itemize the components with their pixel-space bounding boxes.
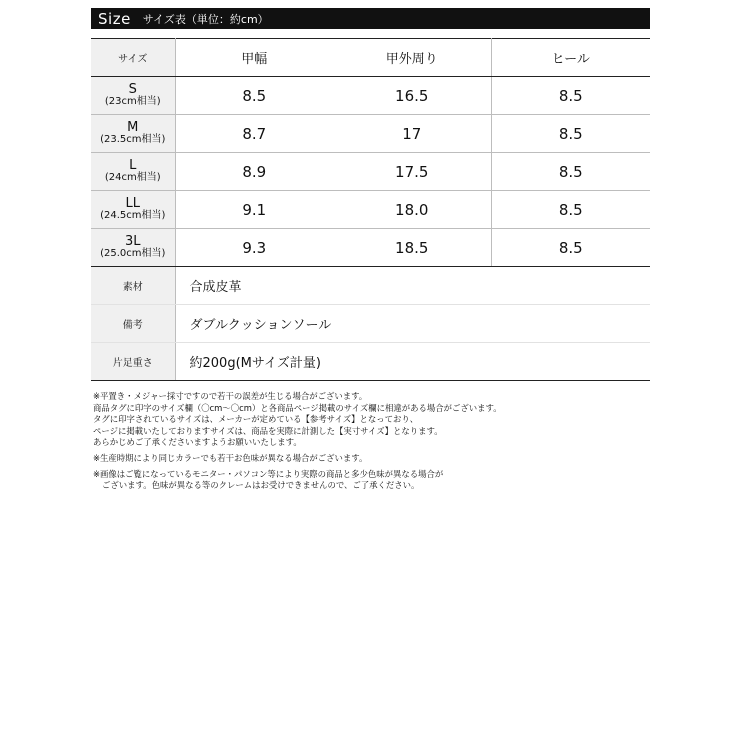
- remarks-label: 備考: [91, 305, 175, 343]
- size-name: M: [127, 120, 139, 136]
- table-row: [91, 191, 650, 229]
- instep-width-value: 9.1: [175, 191, 333, 229]
- heel-value: 8.5: [491, 115, 650, 153]
- note-line: ※平置き・メジャー採寸ですので若干の誤差が生じる場合がございます。: [93, 391, 368, 401]
- column-header-instep-width: 甲幅: [175, 39, 333, 77]
- notes-section: [93, 391, 653, 492]
- size-label-cell: [91, 115, 175, 153]
- heel-value: 8.5: [491, 229, 650, 267]
- heel-value: 8.5: [491, 77, 650, 115]
- heel-value: 8.5: [491, 153, 650, 191]
- material-value: 合成皮革: [175, 267, 650, 305]
- size-equivalent: (23.5cm相当): [100, 134, 166, 146]
- size-equivalent: (23cm相当): [104, 96, 161, 108]
- weight-label: 片足重さ: [91, 343, 175, 381]
- size-label-cell: [91, 229, 175, 267]
- instep-circumference-value: 16.5: [333, 77, 491, 115]
- instep-width-value: 8.9: [175, 153, 333, 191]
- size-label-cell: [91, 77, 175, 115]
- instep-width-value: 8.5: [175, 77, 333, 115]
- column-header-heel: ヒール: [491, 39, 650, 77]
- size-name: S: [128, 82, 137, 98]
- note-line: ページに掲載いたしておりますサイズは、商品を実際に計測した【実寸サイズ】となります。: [93, 425, 443, 436]
- instep-circumference-value: 18.5: [333, 229, 491, 267]
- info-row-weight: [91, 343, 650, 381]
- size-header-title: Size: [98, 9, 131, 28]
- size-label-cell: [91, 153, 175, 191]
- note-line: あらかじめご了承くださいますようお願いいたします。: [93, 437, 302, 448]
- material-label: 素材: [91, 267, 175, 305]
- size-equivalent: (25.0cm相当): [100, 248, 166, 260]
- table-row: [91, 153, 650, 191]
- instep-width-value: 9.3: [175, 229, 333, 267]
- table-header-row: [91, 39, 650, 77]
- column-header-instep-circumference: 甲外周り: [333, 39, 491, 77]
- size-label-cell: [91, 191, 175, 229]
- size-header-bar: [91, 8, 650, 29]
- instep-circumference-value: 18.0: [333, 191, 491, 229]
- note-line: ※生産時期により同じカラーでも若干お色味が異なる場合がございます。: [93, 452, 368, 463]
- instep-circumference-value: 17.5: [333, 153, 491, 191]
- size-equivalent: (24cm相当): [104, 172, 161, 184]
- size-name: 3L: [124, 234, 141, 250]
- size-equivalent: (24.5cm相当): [100, 210, 166, 222]
- note-line: ※画像はご覧になっているモニター・パソコン等により実際の商品と多少色味が異なる場合が: [93, 468, 444, 479]
- info-row-remarks: [91, 305, 650, 343]
- info-row-material: [91, 267, 650, 305]
- size-column-header: サイズ: [91, 39, 175, 77]
- remarks-value: ダブルクッションソール: [175, 305, 650, 343]
- size-name: LL: [125, 196, 140, 212]
- weight-value: 約200g(Mサイズ計量): [175, 343, 650, 381]
- table-row: [91, 115, 650, 153]
- size-name: L: [129, 158, 137, 174]
- instep-circumference-value: 17: [333, 115, 491, 153]
- note-line: ございます。色味が異なる等のクレームはお受けできませんので、ご了承ください。: [102, 480, 420, 491]
- heel-value: 8.5: [491, 191, 650, 229]
- note-line: タグに印字されているサイズは、メーカーが定めている【参考サイズ】となっており、: [93, 414, 419, 425]
- note-line: 商品タグに印字のサイズ欄（〇cm〜〇cm）と各商品ページ掲載のサイズ欄に相違がある場合がございます。: [93, 402, 502, 413]
- size-header-subtitle: サイズ表（単位：約cm）: [142, 12, 269, 26]
- size-table: [91, 38, 650, 381]
- table-row: [91, 229, 650, 267]
- table-row: [91, 77, 650, 115]
- instep-width-value: 8.7: [175, 115, 333, 153]
